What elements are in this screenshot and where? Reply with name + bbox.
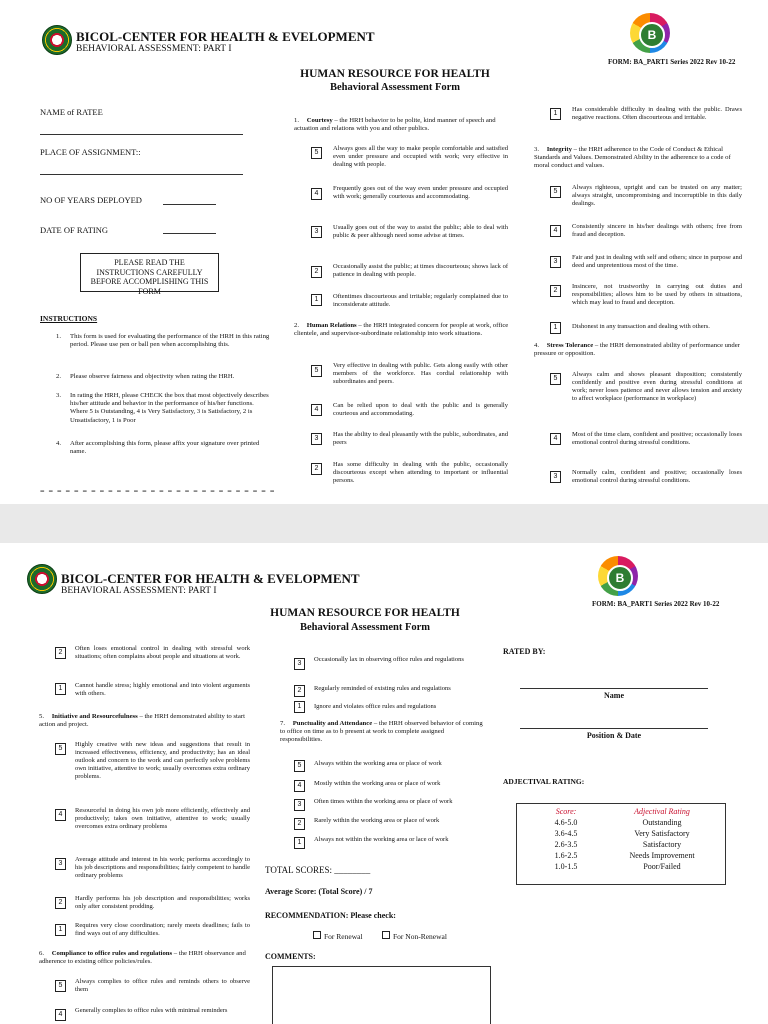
instruction-item [56,333,271,349]
integrity-score-2-checkbox[interactable]: 2 [550,285,561,297]
criterion-desc: – the HRH demonstrated ability of performance under pressure or opposition. [534,342,740,358]
option-text: Often times within the working area or place of work [314,798,453,805]
adjectival-value: Needs Improvement [629,851,695,860]
score-range: 2.6-3.5 [554,840,578,849]
criterion-title: Integrity [546,146,572,153]
instruction-num: 4. [56,440,62,447]
option-text: Generally complies to office rules with minimal reminders [75,1007,228,1014]
criterion-num: 5. [39,713,45,720]
criterion-title: Initiative and Resourcefulness [51,713,138,720]
option-text: Always calm and shows pleasant disposition; consistently confidently and positive even during stressful conditions at work; never loses patience and never allows tension and anxiety to affect workplace (performance in workplace) [572,371,742,402]
renewal-label: For Renewal [324,932,363,941]
human-relations-score-5-checkbox[interactable]: 5 [311,365,322,377]
criterion-desc: – the HRH integrated concern for people at work, office clientele, and supervisor-subordinate relationship into work situations. [294,322,509,338]
human-relations-score-4-checkbox[interactable]: 4 [311,404,322,416]
option-text: Usually goes out of the way to assist the public; able to deal with public & peer although need some advise at times. [333,224,508,239]
option-text: Always complies to office rules and reminds others to observe them [75,978,250,993]
form-page-1 [0,0,768,504]
instruction-item [56,373,271,381]
option-text: Always not within the working area or lace of work [314,836,449,843]
adjectival-value: Outstanding [642,818,682,827]
instruction-text: In rating the HRH, please CHECK the box that most objectively describes his/her attitude and behavior in the performance of his/her functions. Where 5 is Outstanding, 4 is Very Satisfactory, 3 is Satisfactory, 2 is Unsatisfactory, 1 is Poor [70,392,269,424]
doh-seal-icon [42,25,72,55]
criterion-title: Human Relations [306,322,357,329]
years-deployed-field[interactable] [163,204,216,205]
table-row [525,828,717,839]
option-text: Requires very close coordination; rarely meets deadlines; fails to find ways out of any difficulties. [75,922,250,937]
criterion-punctuality [280,720,486,745]
criterion-num: 4. [534,342,540,349]
form-heading: Behavioral Assessment Form [329,82,461,93]
bchd-logo-icon [630,13,670,53]
instruction-num: 3. [56,392,62,399]
form-title: HUMAN RESOURCE FOR HEALTH [270,607,460,619]
criterion-desc: – the HRH observed behavior of coming to office on time as to b present at work to complete assigned responsibilities. [280,720,483,744]
initiative-score-4-checkbox[interactable]: 4 [55,809,66,821]
bchd-logo-icon [598,556,638,596]
renewal-checkbox[interactable] [313,931,321,939]
table-row [525,817,717,828]
separator-line: = = = = = = = = = = = = = = = = = = = = = = = = = = = = [40,487,276,496]
rater-name-caption: Name [604,691,624,700]
instruction-text: After accomplishing this form, please affix your signature over printed name. [70,440,260,456]
courtesy-score-4-checkbox[interactable]: 4 [311,188,322,200]
option-text: Hardly performs his job description and responsibilities; works only after consistent prodding. [75,895,250,910]
adjectival-value: Poor/Failed [643,862,681,871]
option-text: Normally calm, confident and positive; occasionally loses emotional control during stressful conditions. [572,469,742,484]
initiative-score-1-checkbox[interactable]: 1 [55,924,66,936]
rater-name-field[interactable] [520,688,708,689]
option-text: Occasionally lax in observing office rules and regulations [314,656,464,663]
stress-score-4-checkbox[interactable]: 4 [550,433,561,445]
criterion-courtesy [294,117,509,133]
criterion-initiative [39,713,251,729]
option-text: Most of the time clam, confident and positive; occasionally loses emotional control during stressful conditions. [572,431,742,446]
compliance-score-1-checkbox[interactable]: 1 [294,701,305,713]
integrity-score-5-checkbox[interactable]: 5 [550,186,561,198]
compliance-score-2-checkbox[interactable]: 2 [294,685,305,697]
option-text: Always within the working area or place of work [314,760,442,767]
criterion-title: Punctuality and Attendance [292,720,373,727]
courtesy-score-5-checkbox[interactable]: 5 [311,147,322,159]
criterion-title: Compliance to office rules and regulations [51,950,173,957]
adjectival-table [525,806,717,872]
integrity-score-4-checkbox[interactable]: 4 [550,225,561,237]
criterion-stress-tolerance [534,342,742,358]
average-score: Average Score: (Total Score) / 7 [265,887,373,896]
option-text: Oftentimes discourteous and irritable; regularly complained due to inconsiderate attitude. [333,293,508,308]
rating-header: Adjectival Rating [634,807,690,816]
non-renewal-label: For Non-Renewal [393,932,447,941]
recommendation-label: RECOMMENDATION: Please check: [265,911,396,920]
stress-score-2-checkbox[interactable]: 2 [55,647,66,659]
option-text: Insincere, not trustworthy in carrying out duties and responsibilities; allows him to be used by others in situations, which may lead to fraud and deception. [572,283,742,306]
initiative-score-2-checkbox[interactable]: 2 [55,897,66,909]
criterion-title: Courtesy [306,117,333,124]
criterion-desc: – the HRH behavior to be polite, kind manner of speech and actuation and relations with you and other publics. [294,117,496,133]
logo-letter: B [639,22,665,48]
comments-label: COMMENTS: [265,952,316,961]
form-heading: Behavioral Assessment Form [299,622,431,633]
ratee-name-field[interactable] [40,134,243,135]
option-text: Occasionally assist the public; at times discourteous; shows lack of patience in dealing with people. [333,263,508,278]
adjectival-rating-table [516,803,726,885]
option-text: Cannot handle stress; highly emotional and into violent arguments with others. [75,682,250,697]
instruction-num: 2. [56,373,62,380]
rating-date-field[interactable] [163,233,216,234]
integrity-score-3-checkbox[interactable]: 3 [550,256,561,268]
form-subtitle: BEHAVIORAL ASSESSMENT: PART I [61,586,217,596]
criterion-compliance [39,950,251,966]
option-text: Often loses emotional control in dealing with stressful work situations; often complains about people and situations at work. [75,645,250,660]
total-scores: TOTAL SCORES: ________ [265,865,371,875]
form-title: HUMAN RESOURCE FOR HEALTH [300,68,490,80]
criterion-num: 7. [280,720,286,727]
adjectival-rating-label: ADJECTIVAL RATING: [503,777,585,786]
courtesy-score-3-checkbox[interactable]: 3 [311,226,322,238]
table-row [525,850,717,861]
criterion-desc: – the HRH adherence to the Code of Conduct & Ethical Standards and Values. Demonstrated Ability in the adherence to a code of moral conduct and values. [534,146,731,170]
option-text: Has the ability to deal pleasantly with the public, subordinates, and peers [333,431,508,446]
score-header: Score: [555,807,577,816]
stress-score-5-checkbox[interactable]: 5 [550,373,561,385]
rated-by-label: RATED BY: [503,647,546,656]
option-text: Dishonest in any transaction and dealing with others. [572,323,710,330]
option-text: Always goes all the way to make people comfortable and satisfied even under pressure and occupied with work; very effective in dealing with people. [333,145,508,168]
option-text: Consistently sincere in his/her dealings with others; free from fraud and deception. [572,223,742,238]
stress-score-1-checkbox[interactable]: 1 [55,683,66,695]
criterion-desc: – the HRH observance and adherence to existing office policies/rules. [39,950,246,966]
punctuality-score-5-checkbox[interactable]: 5 [294,760,305,772]
criterion-integrity [534,146,742,171]
score-range: 3.6-4.5 [554,829,578,838]
non-renewal-checkbox[interactable] [382,931,390,939]
ratee-name-label: NAME of RATEE [40,107,103,117]
criterion-num: 1. [294,117,300,124]
option-text: Has some difficulty in dealing with the public, occasionally discourteous except when attending to important or influential persons. [333,461,508,484]
option-text: Frequently goes out of the way even under pressure and occupied with work; generally courteous and accommodating. [333,185,508,200]
instruction-item [56,392,271,425]
option-text: Rarely within the working area or place of work [314,817,440,824]
assignment-field[interactable] [40,174,243,175]
option-text: Regularly reminded of existing rules and regulations [314,685,451,692]
option-text: Can be relied upon to deal with the public and is generally courteous and accommodating. [333,402,508,417]
years-deployed-label: NO OF YEARS DEPLOYED [40,195,142,205]
stress-score-3-checkbox[interactable]: 3 [550,471,561,483]
criterion-desc: – the HRH demonstrated ability to start action and project. [39,713,245,729]
org-name: BICOL-CENTER FOR HEALTH & EVELOPMENT [76,29,375,44]
org-name: BICOL-CENTER FOR HEALTH & EVELOPMENT [61,571,360,586]
non-renewal-option[interactable] [382,931,447,941]
option-text: Fair and just in dealing with self and others; since in purpose and deed and unpretentious most of the time. [572,254,742,269]
doh-seal-icon [27,564,57,594]
option-text: Always righteous, upright and can be trusted on any matter; always straight, uncompromising and incorruptible in this daily dealings. [572,184,742,207]
compliance-score-3-checkbox[interactable]: 3 [294,658,305,670]
compliance-score-5-checkbox[interactable]: 5 [55,980,66,992]
rater-position-field[interactable] [520,728,708,729]
option-text: Resourceful in doing his own job more efficiently, effectively and productively; takes own initiative, attentive to work; usually overcomes extra ordinary problems [75,807,250,830]
punctuality-score-1-checkbox[interactable]: 1 [294,837,305,849]
option-text: Ignore and violates office rules and regulations [314,703,437,710]
rater-position-caption: Position & Date [586,731,642,740]
form-code: FORM: BA_PART1 Series 2022 Rev 10-22 [608,58,736,66]
criterion-human-relations [294,322,509,338]
instruction-item [56,440,271,456]
option-text: Highly creative with new ideas and suggestions that result in increased effectiveness, efficiency, and productivity; has an ideal outlook and concern to the work and can perfectly solve problems own initiative, attentive to work; usually overcomes extra ordinary problems. [75,741,250,780]
initiative-score-5-checkbox[interactable]: 5 [55,743,66,755]
instruction-text: This form is used for evaluating the performance of the HRH in this rating period. Please use pen or ball pen when accomplishing this. [70,333,270,349]
integrity-score-1-checkbox[interactable]: 1 [550,322,561,334]
courtesy-score-2-checkbox[interactable]: 2 [311,266,322,278]
courtesy-score-1-checkbox[interactable]: 1 [311,294,322,306]
table-row [525,839,717,850]
criterion-num: 6. [39,950,45,957]
assignment-label: PLACE OF ASSIGNMENT:: [40,147,141,157]
option-text: Mostly within the working area or place of work [314,780,441,787]
form-page-2 [0,543,768,1024]
compliance-score-4-checkbox[interactable]: 4 [55,1009,66,1021]
initiative-score-3-checkbox[interactable]: 3 [55,858,66,870]
instructions-notice: PLEASE READ THE INSTRUCTIONS CAREFULLY BEFORE ACCOMPLISHING THIS FORM [80,253,219,292]
rating-date-label: DATE OF RATING [40,225,108,235]
human-relations-score-3-checkbox[interactable]: 3 [311,433,322,445]
punctuality-score-2-checkbox[interactable]: 2 [294,818,305,830]
score-range: 1.6-2.5 [554,851,578,860]
option-text: Average attitude and interest in his work; performs accordingly to his job descriptions and responsibilities; fairly competent to handle ordinary problems [75,856,250,879]
criterion-num: 3. [534,146,540,153]
human-relations-score-1-checkbox[interactable]: 1 [550,108,561,120]
instruction-text: Please observe fairness and objectivity when rating the HRH. [70,373,235,380]
form-subtitle: BEHAVIORAL ASSESSMENT: PART I [76,44,232,54]
criterion-num: 2. [294,322,300,329]
score-range: 1.0-1.5 [554,862,578,871]
renewal-option[interactable] [313,931,363,941]
comments-box[interactable] [272,966,491,1024]
adjectival-value: Very Satisfactory [634,829,690,838]
adjectival-value: Satisfactory [642,840,682,849]
instruction-num: 1. [56,333,62,340]
human-relations-score-2-checkbox[interactable]: 2 [311,463,322,475]
form-code: FORM: BA_PART1 Series 2022 Rev 10-22 [592,600,720,608]
option-text: Has considerable difficulty in dealing with the public. Draws negative reactions. Often discourteous and irritable. [572,106,742,121]
option-text: Very effective in dealing with public. Gets along easily with other members of the workforce. Has cordial relationship with subordinates and peers. [333,362,508,385]
score-range: 4.6-5.0 [554,818,578,827]
logo-letter: B [607,565,633,591]
criterion-title: Stress Tolerance [546,342,594,349]
punctuality-score-4-checkbox[interactable]: 4 [294,780,305,792]
table-row [525,861,717,872]
punctuality-score-3-checkbox[interactable]: 3 [294,799,305,811]
instructions-title: INSTRUCTIONS [40,314,98,323]
